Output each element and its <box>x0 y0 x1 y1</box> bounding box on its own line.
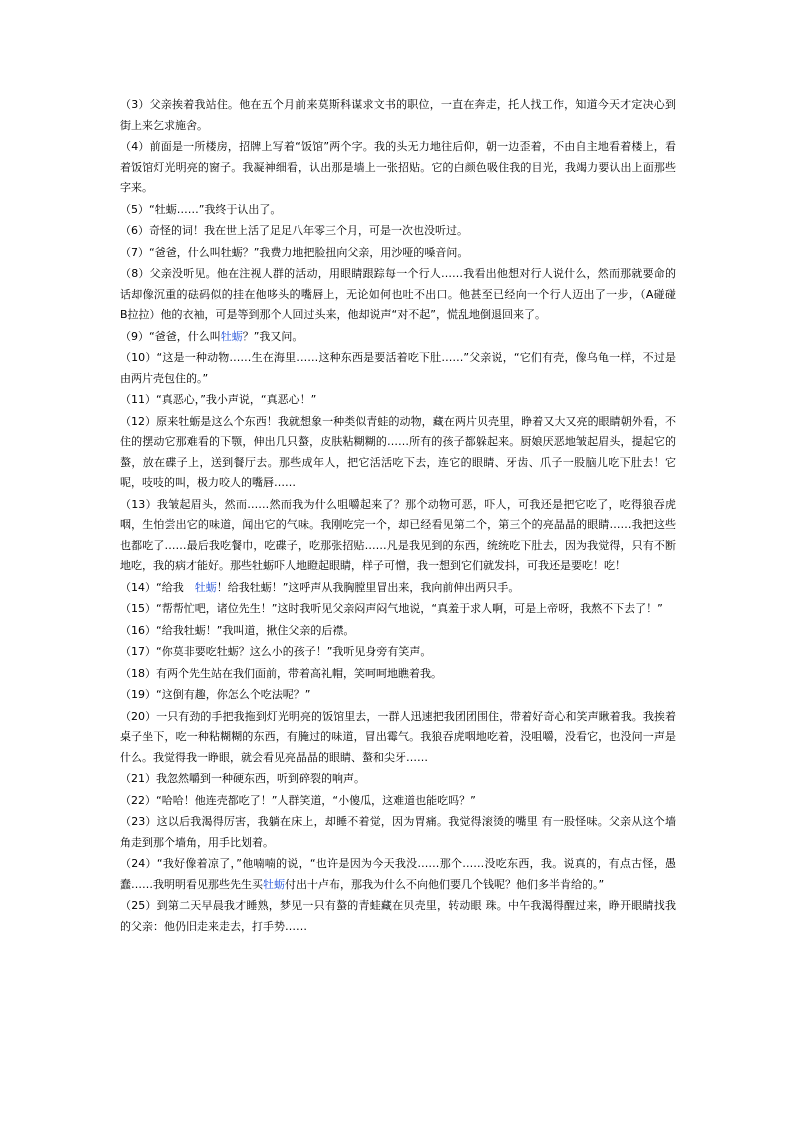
paragraph-7: （7）“爸爸，什么叫牡蛎？”我费力地把脸扭向父亲，用沙哑的嗓音问。 <box>120 245 469 259</box>
paragraph-10: （10）“这是一种动物……生在海里……这种东西是要活着吃下肚……”父亲说，“它们有壳，像乌龟一样，不过是由两片壳包住的。” <box>120 351 676 385</box>
paragraph-24 <box>120 854 676 895</box>
paragraph-9 <box>120 327 676 348</box>
paragraph-8: （8）父亲没听见。他在注视人群的活动，用眼睛跟踪每一个行人……我看出他想对行人说什么，然而那就要命的话却像沉重的砝码似的挂在他哆头的嘴唇上，无论如何也吐不出口。他甚至已经向一个行人迈出了一步，（A碰碰 B拉拉）他的衣袖，可是等到那个人回过头来，他却说声“对不起”，慌乱地倒退回来了。 <box>120 267 687 321</box>
paragraph-23: （23）这以后我渴得厉害，我躺在床上，却睡不着觉，因为胃痛。我觉得滚烫的嘴里 有一股怪味。父亲从这个墙角走到那个墙角，用手比划着。 <box>120 815 676 849</box>
paragraph-24-post: 付出十卢布，那我为什么不向他们要几个钱呢？他们多半肯给的。” <box>285 877 605 891</box>
paragraph-19: （19）“这倒有趣，你怎么个吃法呢？” <box>120 688 311 701</box>
paragraph-22: （22）“哈哈！他连壳都吃了！”人群笑道，“小傻瓜，这难道也能吃吗？” <box>120 793 476 807</box>
highlighted-word[interactable]: 牡蛎 <box>263 877 285 891</box>
paragraph-15: （15）“帮帮忙吧，诸位先生！”这时我听见父亲闷声闷气地说，“真羞于求人啊，可是上帝呀，我熬不下去了！” <box>120 602 663 615</box>
paragraph-5: （5）“牡蛎……”我终于认出了。 <box>120 202 282 216</box>
paragraph-9-post: ？”我又问。 <box>242 329 304 343</box>
paragraph-16: （16）“给我牡蛎！”我叫道，揪住父亲的后襟。 <box>120 623 355 637</box>
paragraph-20: （20）一只有劲的手把我拖到灯光明亮的饭馆里去，一群人迅速把我团团围住，带着好奇心和笑声瞅着我。我挨着桌子坐下，吃一种粘糊糊的东西，有腌过的味道，冒出霉气。我狼吞虎咽地吃着，没咀嚼，没看它，也没问一声是什么。我觉得我一睁眼，就会看见亮晶晶的眼睛、螯和尖牙…… <box>120 709 676 764</box>
paragraph-18: （18）有两个先生站在我们面前，带着高礼帽，笑呵呵地瞧着我。 <box>120 666 442 680</box>
paragraph-14-post: ！给我牡蛎！”这呼声从我胸膛里冒出来，我向前伸出两只手。 <box>216 580 520 594</box>
document-page <box>120 95 687 938</box>
paragraph-4: （4）前面是一所楼房，招牌上写着“饭馆”两个字。我的头无力地往后仰，朝一边歪着，不由自主地看着楼上，看着饭馆灯光明亮的窗子。我凝神细看，认出那是墙上一张招贴。它的白颜色吸住我的目光，我竭力要认出上面那些字来。 <box>120 140 676 194</box>
paragraph-3: （3）父亲挨着我站住。他在五个月前来莫斯科谋求文书的职位，一直在奔走，托人找工作，知道今天才定决心到街上来乞求施舍。 <box>120 98 676 132</box>
paragraph-25: （25）到第二天早晨我才睡熟，梦见一只有螯的青蛙藏在贝壳里，转动眼 珠。中午我渴得醒过来，睁开眼睛找我的父亲：他仍旧走来走去，打手势…… <box>120 899 676 933</box>
highlighted-word[interactable]: 牡蛎 <box>220 329 243 343</box>
paragraph-14 <box>120 578 676 599</box>
highlighted-word[interactable]: 牡蛎 <box>194 580 217 594</box>
paragraph-13: （13）我皱起眉头，然而……然而我为什么咀嚼起来了？那个动物可恶，吓人，可我还是把它吃了，吃得狼吞虎咽，生怕尝出它的味道，闻出它的气味。我刚吃完一个，却已经看见第二个，第三个的亮晶晶的眼睛……我把这些也都吃了……最后我吃餐巾，吃碟子，吃那张招贴……凡是我见到的东西，统统吃下肚去，因为我觉得，只有不断地吃，我的病才能好。那些牡蛎吓人地瞪起眼睛，样子可憎，我一想到它们就发抖，可我还是要吃！吃！ <box>120 497 676 572</box>
paragraph-9-pre: （9）“爸爸，什么叫 <box>120 329 221 343</box>
paragraph-21: （21）我忽然嚼到一种硬东西，听到碎裂的响声。 <box>120 772 365 785</box>
paragraph-14-pre: （14）“给我 <box>120 580 195 594</box>
paragraph-12: （12）原来牡蛎是这么个东西！我就想象一种类似青蛙的动物，藏在两片贝壳里，睁着又大又亮的眼睛朝外看，不住的摆动它那难看的下颚，伸出几只螯，皮肤粘糊糊的……所有的孩子都躲起来。厨娘厌恶地皱起眉头，提起它的螯，放在碟子上，送到餐厅去。那些成年人，把它活活吃下去，连它的眼睛、牙齿、爪子一股脑儿吃下肚去！它呢，吱吱的叫，极力咬人的嘴唇…… <box>120 414 676 489</box>
paragraph-6: （6）奇怪的词！我在世上活了足足八年零三个月，可是一次也没听过。 <box>120 224 468 237</box>
paragraph-11: （11）“真恶心，”我小声说，“真恶心！” <box>120 393 317 406</box>
paragraph-24-pre: （24）“我好像着凉了，”他喃喃的说，“也许是因为今天我没……那个……没吃东西，我。说真的，有点古怪，愚蠢……我明明看见那些先生买 <box>120 857 676 891</box>
paragraph-17: （17）“你莫非要吃牡蛎？这么小的孩子！”我听见身旁有笑声。 <box>120 645 432 658</box>
